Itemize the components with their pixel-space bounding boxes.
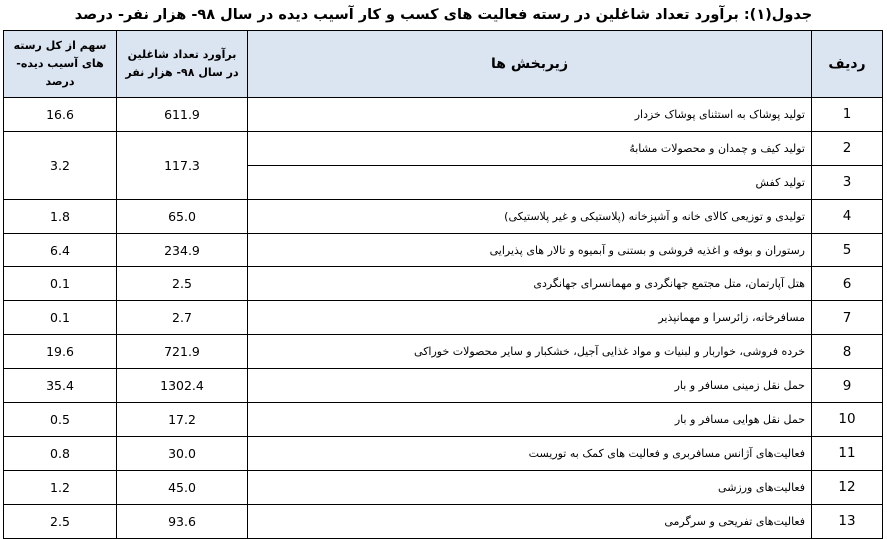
row-index: 11 xyxy=(812,436,883,470)
row-share: 16.6 xyxy=(4,98,117,132)
header-subsector: زیربخش ها xyxy=(248,31,812,98)
row-share: 1.8 xyxy=(4,199,117,233)
row-index: 7 xyxy=(812,301,883,335)
row-subsector: هتل آپارتمان، متل مجتمع جهانگردی و مهمانسرای جهانگردی xyxy=(248,267,812,301)
data-table xyxy=(3,30,883,539)
row-index: 6 xyxy=(812,267,883,301)
row-share: 2.5 xyxy=(4,504,117,538)
row-employees: 611.9 xyxy=(117,98,248,132)
table-row xyxy=(4,470,883,504)
row-share: 35.4 xyxy=(4,369,117,403)
row-employees: 45.0 xyxy=(117,470,248,504)
row-employees: 93.6 xyxy=(117,504,248,538)
row-subsector: خرده فروشی، خواربار و لبنیات و مواد غذایی آجیل، خشکبار و سایر محصولات خوراکی xyxy=(248,335,812,369)
row-share: 0.5 xyxy=(4,403,117,437)
row-index: 12 xyxy=(812,470,883,504)
row-subsector: فعالیت‌های تفریحی و سرگرمی xyxy=(248,504,812,538)
row-subsector: تولید کفش xyxy=(248,165,812,199)
row-employees: 65.0 xyxy=(117,199,248,233)
table-row xyxy=(4,436,883,470)
table-row xyxy=(4,369,883,403)
row-subsector: رستوران و بوفه و اغذیه فروشی و بستنی و آبمیوه و تالار های پذیرایی xyxy=(248,233,812,267)
row-index: 8 xyxy=(812,335,883,369)
table-row xyxy=(4,199,883,233)
row-index: 5 xyxy=(812,233,883,267)
table-row xyxy=(4,233,883,267)
row-subsector: حمل نقل زمینی مسافر و بار xyxy=(248,369,812,403)
row-index: 13 xyxy=(812,504,883,538)
header-share: سهم از کل رسته های آسیب دیده- درصد xyxy=(4,31,117,98)
row-subsector: فعالیت‌های ورزشی xyxy=(248,470,812,504)
table-row xyxy=(4,301,883,335)
row-employees: 1302.4 xyxy=(117,369,248,403)
row-subsector: فعالیت‌های آژانس مسافربری و فعالیت های کمک به توریست xyxy=(248,436,812,470)
row-employees: 721.9 xyxy=(117,335,248,369)
row-subsector: تولید کیف و چمدان و محصولات مشابهُ xyxy=(248,131,812,165)
row-index: 2 xyxy=(812,131,883,165)
row-employees: 117.3 xyxy=(117,131,248,199)
header-index: ردیف xyxy=(812,31,883,98)
table-header-row xyxy=(4,31,883,98)
row-index: 10 xyxy=(812,403,883,437)
row-employees: 234.9 xyxy=(117,233,248,267)
row-index: 3 xyxy=(812,165,883,199)
row-index: 4 xyxy=(812,199,883,233)
table-row xyxy=(4,267,883,301)
row-share: 0.1 xyxy=(4,267,117,301)
table-row xyxy=(4,98,883,132)
row-employees: 2.5 xyxy=(117,267,248,301)
row-share: 1.2 xyxy=(4,470,117,504)
row-employees: 17.2 xyxy=(117,403,248,437)
table-row xyxy=(4,131,883,165)
row-employees: 2.7 xyxy=(117,301,248,335)
table-row xyxy=(4,335,883,369)
row-index: 1 xyxy=(812,98,883,132)
row-subsector: حمل نقل هوایی مسافر و بار xyxy=(248,403,812,437)
row-share: 3.2 xyxy=(4,131,117,199)
table-row xyxy=(4,403,883,437)
header-employees: برآورد تعداد شاغلین در سال ۹۸- هزار نفر xyxy=(117,31,248,98)
table-caption: جدول(۱): برآورد تعداد شاغلین در رسته فعالیت های کسب و کار آسیب دیده در سال ۹۸- هزار نفر- درصد xyxy=(74,7,813,23)
row-employees: 30.0 xyxy=(117,436,248,470)
row-share: 6.4 xyxy=(4,233,117,267)
row-share: 0.1 xyxy=(4,301,117,335)
row-share: 19.6 xyxy=(4,335,117,369)
row-subsector: تولید پوشاک به استثنای پوشاک خزدار xyxy=(248,98,812,132)
row-index: 9 xyxy=(812,369,883,403)
row-subsector: تولیدی و توزیعی کالای خانه و آشپزخانه (پلاستیکی و غیر پلاستیکی) xyxy=(248,199,812,233)
row-subsector: مسافرخانه، زائرسرا و مهمانپذیر xyxy=(248,301,812,335)
row-share: 0.8 xyxy=(4,436,117,470)
